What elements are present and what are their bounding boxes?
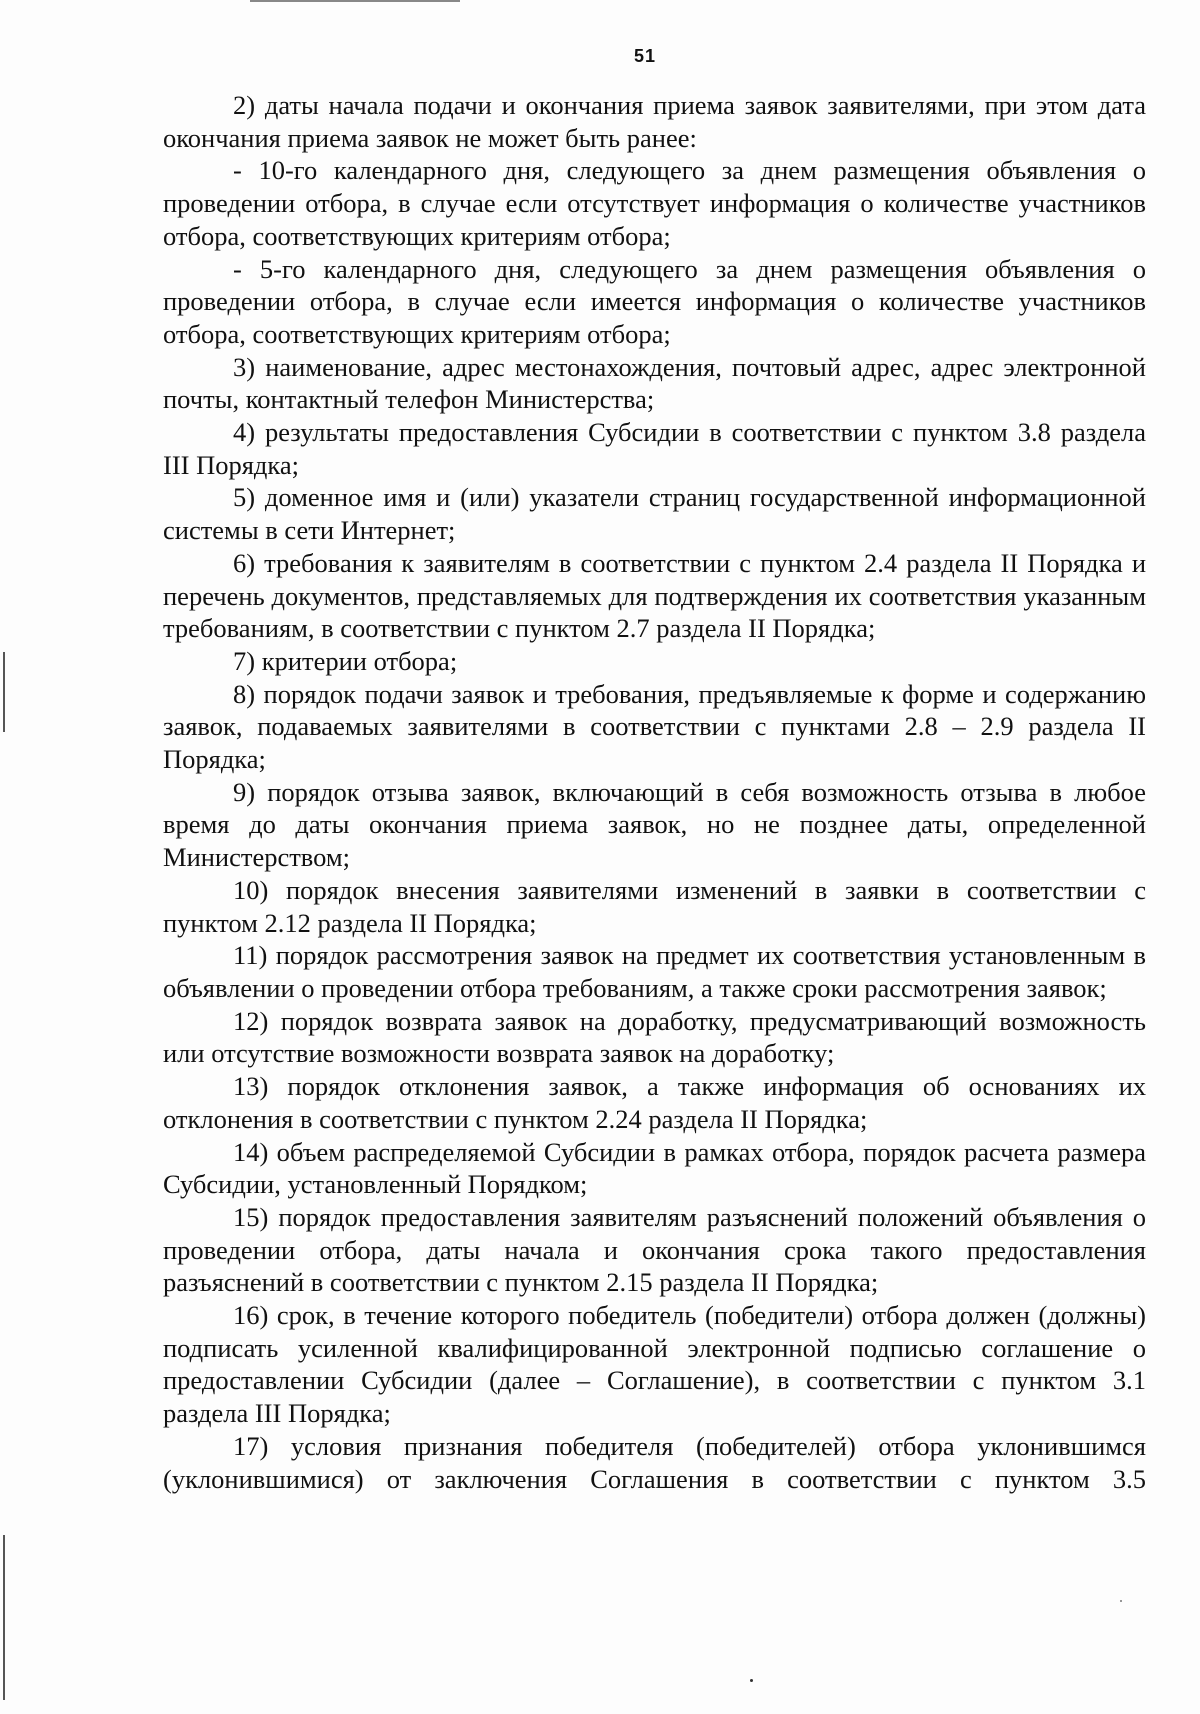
paragraph: 5) доменное имя и (или) указатели страниц государственной информационной системы в сети Интернет; [163, 482, 1146, 546]
paragraph: 3) наименование, адрес местонахождения, почтовый адрес, адрес электронной почты, контактный телефон Министерства; [163, 351, 1146, 415]
paragraph: 10) порядок внесения заявителями изменений в заявки в соответствии с пунктом 2.12 раздела II Порядка; [163, 874, 1146, 938]
paragraph: 4) результаты предоставления Субсидии в соответствии с пунктом 3.8 раздела III Порядка; [163, 417, 1146, 480]
paragraph: 11) порядок рассмотрения заявок на предмет их соответствия установленным в объявлении о проведении отбора требованиям, а также сроки рассмотрения заявок; [163, 940, 1146, 1003]
paragraph: - 10-го календарного дня, следующего за днем размещения объявления о проведении отбора, в случае если отсутствует информация о количестве участников отбора, соответствующих критериям отбора; [163, 155, 1146, 251]
scan-left-edge [3, 1535, 5, 1700]
scan-top-edge [250, 0, 460, 2]
paragraph: 12) порядок возврата заявок на доработку, предусматривающий возможность или отсутствие возможности возврата заявок на доработку; [163, 1005, 1146, 1069]
paragraph: 17) условия признания победителя (победителей) отбора уклонившимся (уклонившимися) от заключения Соглашения в соответствии с пунктом 3.5 [163, 1430, 1146, 1494]
paragraph: 8) порядок подачи заявок и требования, предъявляемые к форме и содержанию заявок, подаваемых заявителями в соответствии с пунктами 2.8 – 2.9 раздела II Порядка; [163, 678, 1146, 775]
paragraph: - 5-го календарного дня, следующего за днем размещения объявления о проведении отбора, в случае если имеется информация о количестве участников отбора, соответствующих критериям отбора; [163, 253, 1146, 349]
scan-speck [1120, 1600, 1122, 1602]
paragraph: 16) срок, в течение которого победитель (победители) отбора должен (должны) подписать усиленной квалифицированной электронной подписью соглашение о предоставлении Субсидии (далее – Соглашение), в соответствии с пунктом 3.1 раздела III Порядка; [163, 1300, 1146, 1429]
page-number: 51 [633, 46, 657, 66]
paragraph: 2) даты начала подачи и окончания приема заявок заявителями, при этом дата окончания приема заявок не может быть ранее: [163, 90, 1146, 153]
paragraph: 6) требования к заявителям в соответствии с пунктом 2.4 раздела II Порядка и перечень документов, представляемых для подтверждения их соответствия указанным требованиям, в соответствии с пунктом 2.7 раздела II Порядка; [163, 547, 1146, 644]
paragraph: 13) порядок отклонения заявок, а также информация об основаниях их отклонения в соответствии с пунктом 2.24 раздела II Порядка; [163, 1071, 1146, 1134]
document-body [163, 89, 1146, 1495]
paragraph: 7) критерии отбора; [233, 645, 458, 676]
paragraph: 15) порядок предоставления заявителям разъяснений положений объявления о проведении отбора, даты начала и окончания срока такого предоставления разъяснений в соответствии с пунктом 2.15 раздела II Порядка; [163, 1201, 1146, 1298]
scan-speck [750, 1679, 753, 1682]
paragraph: 14) объем распределяемой Субсидии в рамках отбора, порядок расчета размера Субсидии, установленный Порядком; [163, 1136, 1146, 1200]
paragraph: 9) порядок отзыва заявок, включающий в себя возможность отзыва в любое время до даты окончания приема заявок, но не позднее даты, определенной Министерством; [163, 776, 1146, 873]
scan-left-edge [3, 652, 5, 732]
